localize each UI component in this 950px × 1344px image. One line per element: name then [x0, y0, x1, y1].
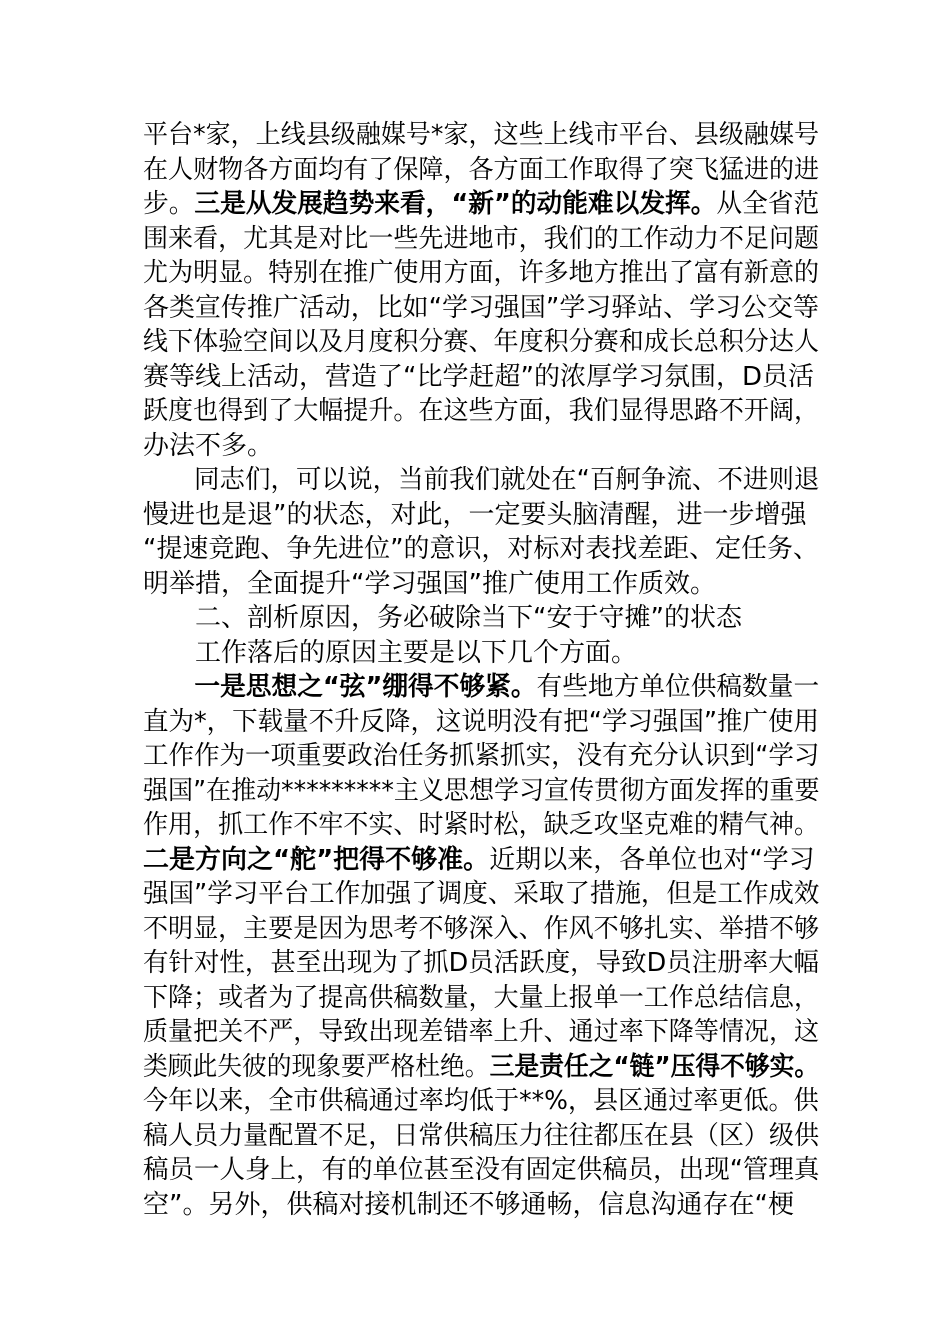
text-line: [143, 256, 820, 291]
text-line: [143, 429, 819, 464]
bold-text-run: 三是责任之“链”压得不够实。: [489, 1051, 820, 1082]
text-run: 作用，抓工作不牢不实、时紧时松，缺乏攻坚克难的精气神。: [143, 810, 820, 840]
text-run: 二、剖析原因，务必破除当下“安于守摊”的状态: [143, 603, 742, 633]
text-line: [143, 1084, 819, 1119]
text-line: [143, 360, 819, 395]
text-run: 工作作为一项重要政治任务抓紧抓实，没有充分认识到“学习: [143, 741, 820, 771]
text-run: 跃度也得到了大幅提升。在这些方面，我们显得思路不开阔，: [143, 396, 820, 426]
text-line: [143, 774, 820, 809]
text-line: [143, 981, 820, 1016]
text-run: [143, 672, 194, 702]
text-run: 稿员一人身上，有的单位甚至没有固定供稿员，出现“管理真: [143, 1155, 820, 1185]
text-run: 类顾此失彼的现象要严格杜绝。: [143, 1051, 490, 1082]
text-run: “提速竞跑、争先进位”的意识，对标对表找差距、定任务、: [143, 534, 819, 564]
text-line: [143, 463, 820, 498]
bold-text-run: 三是从发展趋势来看，“新”的动能难以发挥。: [194, 189, 717, 219]
text-line: [143, 325, 820, 360]
text-line: [143, 843, 819, 878]
text-run: 不明显，主要是因为思考不够深入、作风不够扎实、举措不够: [143, 913, 820, 944]
text-line: [143, 1153, 820, 1188]
text-run: 工作落后的原因主要是以下几个方面。: [143, 637, 638, 668]
text-line: [143, 567, 819, 602]
text-line: [143, 601, 819, 636]
text-line: [143, 705, 819, 740]
text-line: [143, 187, 820, 222]
text-run: 线下体验空间以及月度积分赛、年度积分赛和成长总积分达人: [143, 327, 820, 357]
text-line: [143, 1050, 820, 1085]
text-line: [143, 670, 820, 705]
text-line: [143, 1119, 820, 1154]
text-run: 围来看，尤其是对比一些先进地市，我们的工作动力不足问题: [143, 223, 820, 254]
text-run: 明举措，全面提升“学习强国”推广使用工作质效。: [143, 568, 716, 599]
text-line: [143, 532, 818, 567]
text-line: [143, 394, 820, 429]
text-run: 强国”学习平台工作加强了调度、采取了措施，但是工作成效: [143, 879, 820, 909]
text-line: [143, 946, 820, 981]
text-line: [143, 118, 820, 153]
text-line: [143, 291, 818, 326]
text-run: 在人财物各方面均有了保障，各方面工作取得了突飞猛进的进: [143, 154, 820, 185]
text-line: [143, 877, 820, 912]
text-run: 赛等线上活动，营造了“比学赶超”的浓厚学习氛围，D员活: [143, 361, 814, 392]
text-run: 近期以来，各单位也对“学习: [489, 844, 815, 875]
text-line: [143, 1015, 820, 1050]
text-run: 从全省范: [716, 189, 820, 219]
text-run: 各类宣传推广活动，比如“学习强国”学习驿站、学习公交等: [143, 292, 819, 323]
text-run: 平台*家，上线县级融媒号*家，这些上线市平台、县级融媒号: [143, 120, 820, 150]
text-line: [143, 222, 820, 257]
text-run: 同志们，可以说，当前我们就处在“百舸争流、不进则退: [143, 465, 820, 495]
text-run: 办法不多。: [143, 430, 274, 461]
text-run: 有针对性，甚至出现为了抓D员活跃度，导致D员注册率大幅: [143, 948, 820, 978]
text-run: 步。: [143, 189, 195, 219]
text-run: 质量把关不严，导致出现差错率上升、通过率下降等情况，这: [143, 1017, 820, 1047]
text-run: 慢进也是退”的状态，对此，一定要头脑清醒，进一步增强: [143, 499, 807, 530]
text-line: [143, 1188, 819, 1223]
text-line: [143, 498, 819, 533]
text-run: 今年以来，全市供稿通过率均低于**%，县区通过率更低。供: [143, 1086, 819, 1116]
text-run: 稿人员力量配置不足，日常供稿压力往往都压在县（区）级供: [143, 1120, 820, 1151]
text-run: 空”。另外，供稿对接机制还不够通畅，信息沟通存在“梗: [143, 1189, 794, 1220]
text-run: 强国”在推动*********主义思想学习宣传贯彻方面发挥的重要: [143, 775, 820, 806]
text-run: 有些地方单位供稿数量一: [536, 672, 820, 702]
bold-text-run: 二是方向之“舵”把得不够准。: [143, 844, 490, 875]
text-line: [143, 739, 820, 774]
body-text: [143, 118, 819, 1222]
bold-text-run: 一是思想之“弦”绷得不够紧。: [194, 672, 537, 702]
text-run: 下降；或者为了提高供稿数量，大量上报单一工作总结信息，: [143, 982, 820, 1013]
text-run: 直为*，下载量不升反降，这说明没有把“学习强国”推广使用: [143, 706, 819, 737]
text-line: [143, 153, 820, 188]
text-run: 尤为明显。特别在推广使用方面，许多地方推出了富有新意的: [143, 258, 820, 288]
text-line: [143, 636, 819, 671]
text-line: [143, 808, 820, 843]
text-line: [143, 912, 820, 947]
